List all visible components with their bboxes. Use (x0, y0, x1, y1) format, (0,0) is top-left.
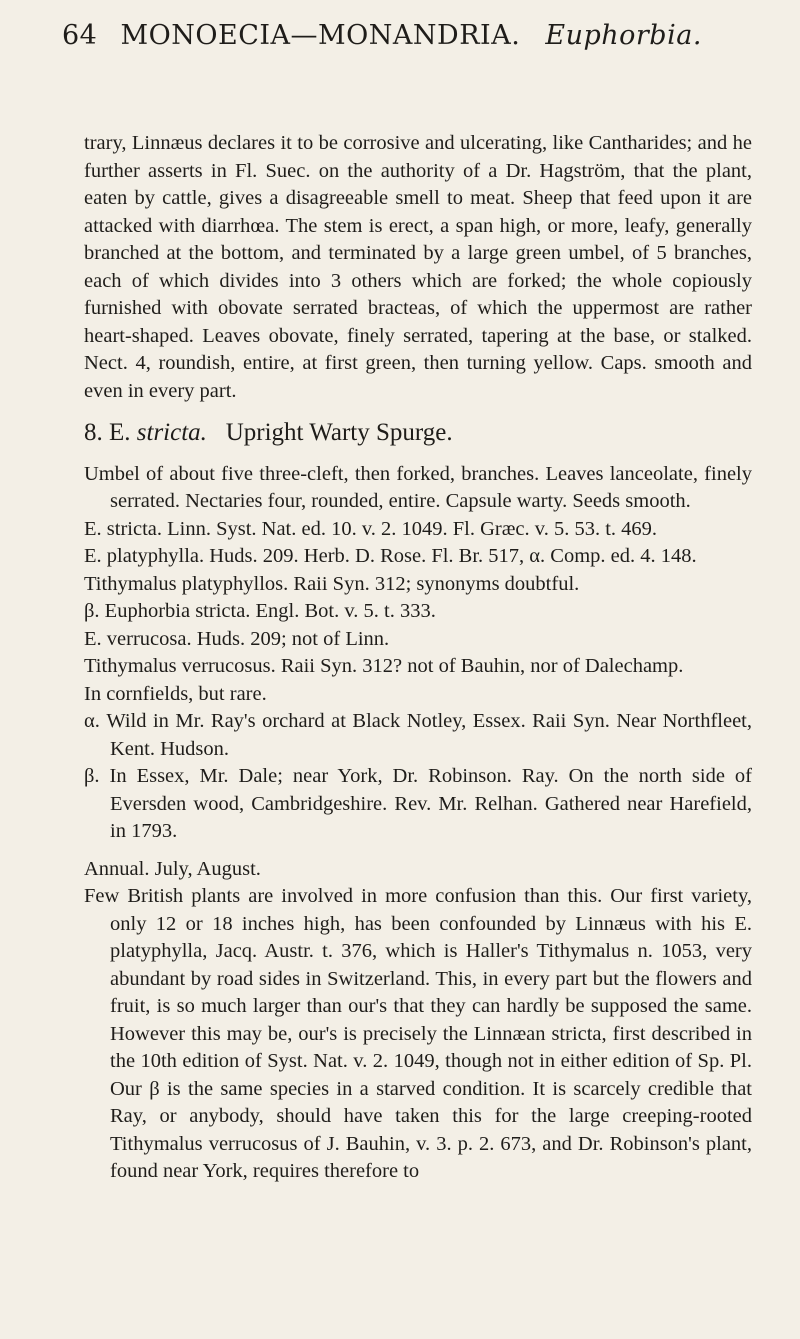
habitat-line: α. Wild in Mr. Ray's orchard at Black Notley, Essex. Raii Syn. Near Northfleet, Kent. Hudson. (84, 710, 752, 760)
page-number: 64 (62, 20, 98, 51)
habitat-line: β. In Essex, Mr. Dale; near York, Dr. Robinson. Ray. On the north side of Eversden wood, Cambridgeshire. Rev. Mr. Relhan. Gathered near Harefield, in 1793. (84, 765, 752, 842)
species-heading (84, 419, 752, 447)
habitat-line: In cornfields, but rare. (84, 682, 267, 705)
genus-name: Euphorbia. (545, 20, 702, 51)
species-description: Umbel of about five three-cleft, then forked, branches. Leaves lanceolate, finely serrated. Nectaries four, rounded, entire. Capsule warty. Seeds smooth. (84, 462, 752, 512)
synonym-line: E. stricta. Linn. Syst. Nat. ed. 10. v. 2. 1049. Fl. Græc. v. 5. 53. t. 469. (84, 517, 658, 540)
synonym-line: E. verrucosa. Huds. 209; not of Linn. (84, 627, 390, 650)
continuation-paragraph: trary, Linnæus declares it to be corrosive and ulcerating, like Cantharides; and he further asserts in Fl. Suec. on the authority of a Dr. Hagström, that the plant, eaten by cattle, gives a disagreeable smell to meat. Sheep that feed upon it are attacked with diarrhœa. The stem is erect, a span high, or more, leafy, generally branched at the bottom, and terminated by a large green umbel, of 5 branches, each of which divides into 3 others which are forked; the whole copiously furnished with obovate serrated bracteas, of which the uppermost are rather heart-shaped. Leaves obovate, finely serrated, tapering at the base, or stalked. Nect. 4, roundish, entire, at first green, then turning yellow. Caps. smooth and even in every part. (84, 132, 752, 402)
running-header (62, 20, 762, 51)
class-title: MONOECIA—MONANDRIA. (120, 20, 521, 51)
species-number: 8. E. (84, 419, 131, 446)
synonym-line: E. platyphylla. Huds. 209. Herb. D. Rose. Fl. Br. 517, α. Comp. ed. 4. 148. (84, 545, 697, 567)
page-body (84, 130, 752, 1186)
synonym-line: Tithymalus platyphyllos. Raii Syn. 312; synonyms doubtful. (84, 572, 580, 595)
species-common-name: Upright Warty Spurge. (225, 419, 453, 446)
synonym-line: β. Euphorbia stricta. Engl. Bot. v. 5. t. 333. (84, 600, 436, 622)
flowering-line: Annual. July, August. (84, 857, 261, 880)
synonym-line: Tithymalus verrucosus. Raii Syn. 312? not of Bauhin, nor of Dalechamp. (84, 655, 684, 677)
species-name: stricta. (136, 419, 207, 446)
remarks-paragraph: Few British plants are involved in more confusion than this. Our first variety, only 12 or 18 inches high, has been confounded by Linnæus with his E. platyphylla, Jacq. Austr. t. 376, which is Haller's Tithymalus n. 1053, very abundant by road sides in Switzerland. This, in every part but the flowers and fruit, is so much larger than our's that they can hardly be supposed the same. However this may be, our's is precisely the Linnæan stricta, first described in the 10th edition of Syst. Nat. v. 2. 1049, though not in either edition of Sp. Pl. Our β is the same species in a starved condition. It is scarcely credible that Ray, or anybody, should have taken this for the large creeping-rooted Tithymalus verrucosus of J. Bauhin, v. 3. p. 2. 673, and Dr. Robinson's plant, found near York, requires therefore to (84, 885, 752, 1182)
